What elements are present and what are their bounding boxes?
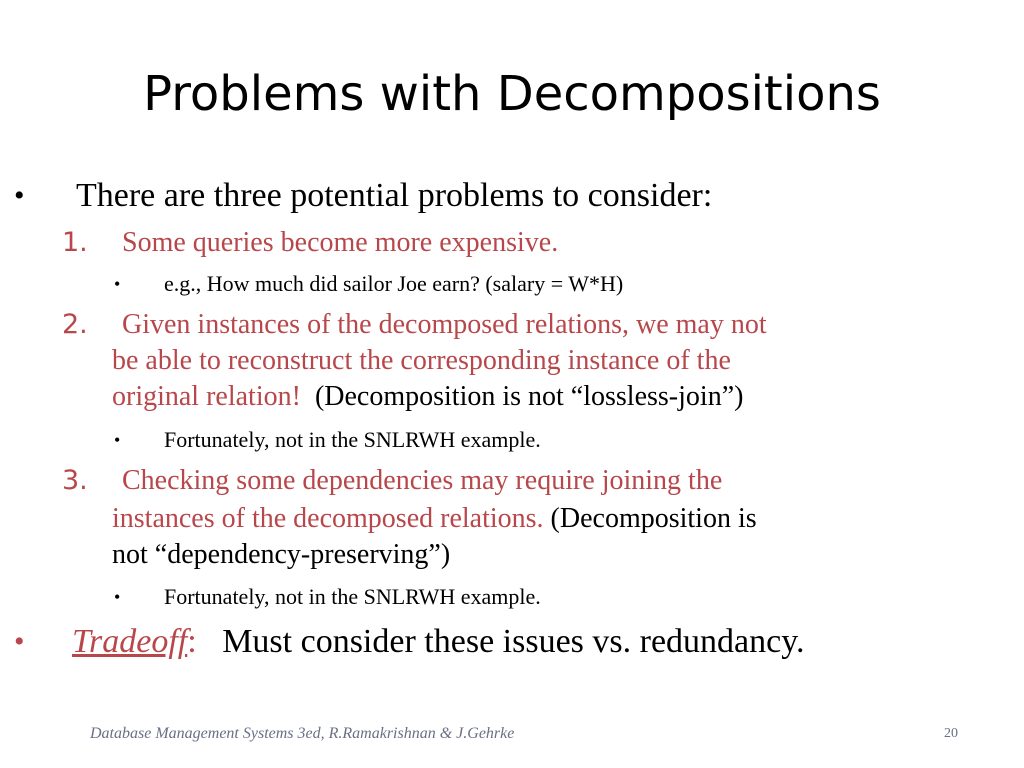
tradeoff-colon: : (187, 623, 197, 660)
sub-bullet-icon: • (114, 274, 121, 294)
slide-title: Problems with Decompositions (143, 66, 881, 122)
item-3-line-2-red: instances of the decomposed relations. (112, 503, 544, 534)
item-3-line-1: Checking some dependencies may require joining the (122, 465, 723, 496)
tradeoff-label: Tradeoff (72, 623, 188, 660)
item-3-subtext: Fortunately, not in the SNLRWH example. (164, 584, 541, 609)
sub-bullet-icon: • (114, 587, 121, 607)
tradeoff-line (72, 622, 805, 662)
item-2-number: 2. (62, 309, 88, 340)
footer-citation: Database Management Systems 3ed, R.Ramakrishnan & J.Gehrke (90, 725, 515, 742)
item-3-line-3: not “dependency-preserving”) (112, 539, 451, 570)
item-1-number: 1. (62, 227, 88, 258)
intro-text: There are three potential problems to consider: (76, 177, 713, 214)
item-2-line-2: be able to reconstruct the corresponding instance of the (112, 345, 731, 376)
item-3-number: 3. (62, 465, 88, 496)
item-1-text: Some queries become more expensive. (122, 227, 559, 258)
bullet-icon: • (14, 179, 25, 212)
item-2-subtext: Fortunately, not in the SNLRWH example. (164, 427, 541, 452)
page-number: 20 (944, 726, 958, 741)
item-2-line-3 (112, 380, 743, 414)
item-2-line-3-red: original relation! (112, 381, 301, 412)
item-2-line-3-black: (Decomposition is not “lossless-join”) (314, 381, 744, 412)
item-3-line-2 (112, 502, 757, 536)
tradeoff-text: Must consider these issues vs. redundancy. (222, 623, 805, 660)
bullet-icon: • (14, 625, 25, 658)
sub-bullet-icon: • (114, 430, 121, 450)
item-3-line-2-black: (Decomposition is (550, 503, 757, 534)
item-2-line-1: Given instances of the decomposed relations, we may not (122, 309, 767, 340)
item-1-subtext: e.g., How much did sailor Joe earn? (salary = W*H) (164, 271, 624, 296)
